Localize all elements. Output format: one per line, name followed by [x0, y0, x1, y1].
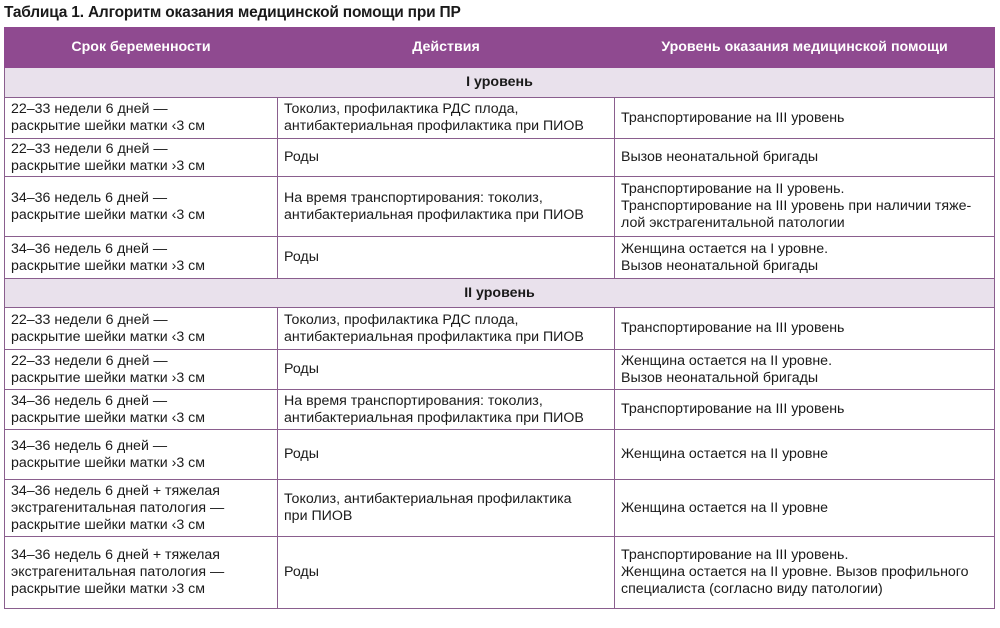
table-row — [5, 237, 995, 279]
table-row — [5, 98, 995, 139]
care-level-cell-line: Женщина остается на I уровне. — [621, 240, 829, 257]
term-cell-line: раскрытие шейки матки ›3 см — [11, 257, 206, 274]
care-level-cell — [615, 98, 995, 139]
action-cell-line: антибактериальная профилактика при ПИОВ — [284, 206, 584, 223]
term-cell-line: раскрытие шейки матки ›3 см — [11, 581, 206, 597]
care-level-cell-line: Транспортирование на III уровень — [621, 401, 845, 417]
table-row — [5, 430, 995, 480]
term-cell-line: 22–33 недели 6 дней — — [11, 352, 168, 369]
term-cell — [5, 350, 278, 390]
term-cell-line: 22–33 недели 6 дней — — [11, 101, 168, 117]
header-care-level-line: помощи — [890, 39, 948, 55]
term-cell — [5, 430, 278, 480]
care-level-cell-line: Женщина остается на II уровне — [621, 446, 829, 462]
action-cell-line: Токолиз, антибактериальная профилактика — [284, 491, 572, 507]
action-cell — [278, 390, 615, 430]
term-cell-line: 22–33 недели 6 дней — — [11, 311, 168, 328]
action-cell-line: Роды — [284, 446, 319, 462]
term-cell-line: 34–36 недель 6 дней + тяжелая — [11, 547, 220, 563]
header-term: Срок беременности — [5, 28, 278, 68]
term-cell-line: раскрытие шейки матки ›3 см — [11, 157, 206, 174]
table-row — [5, 390, 995, 430]
table-row — [5, 480, 995, 537]
care-level-cell — [615, 177, 995, 237]
action-cell — [278, 177, 615, 237]
term-cell — [5, 308, 278, 350]
care-level-cell-line: Женщина остается на II уровне — [621, 499, 829, 516]
term-cell — [5, 139, 278, 177]
care-level-cell — [615, 308, 995, 350]
term-cell-line: 34–36 недель 6 дней — — [11, 392, 168, 409]
care-level-cell — [615, 537, 995, 609]
term-cell — [5, 237, 278, 279]
term-cell-line: 34–36 недель 6 дней + тяжелая — [11, 482, 220, 499]
action-cell — [278, 350, 615, 390]
action-cell-line: Роды — [284, 249, 319, 265]
care-level-cell — [615, 430, 995, 480]
care-level-cell-line: Транспортирование на III уровень — [621, 320, 845, 336]
term-cell-line: раскрытие шейки матки ‹3 см — [11, 409, 206, 426]
care-level-cell-line: Женщина остается на II уровне. — [621, 352, 833, 369]
action-cell — [278, 537, 615, 609]
action-cell-line: Роды — [284, 361, 319, 377]
term-cell — [5, 390, 278, 430]
action-cell-line: Роды — [284, 564, 319, 580]
term-cell-line: раскрытие шейки матки ‹3 см — [11, 516, 206, 533]
table-row — [5, 177, 995, 237]
term-cell-line: экстрагенитальная патология — — [11, 499, 225, 516]
action-cell-line: На время транспортирования: токолиз, — [284, 189, 543, 206]
action-cell-line: Токолиз, профилактика РДС плода, — [284, 101, 519, 117]
care-level-cell-line: Вызов неонатальной бригады — [621, 257, 819, 274]
action-cell — [278, 308, 615, 350]
term-cell-line: 34–36 недель 6 дней — — [11, 240, 168, 257]
term-cell-line: раскрытие шейки матки ‹3 см — [11, 206, 206, 223]
action-cell — [278, 98, 615, 139]
action-cell-line: Роды — [284, 149, 319, 165]
table-row — [5, 350, 995, 390]
action-cell-line: Токолиз, профилактика РДС плода, — [284, 311, 519, 328]
term-cell — [5, 480, 278, 537]
action-cell — [278, 139, 615, 177]
term-cell-line: 22–33 недели 6 дней — — [11, 140, 168, 157]
table-row — [5, 537, 995, 609]
term-cell-line: экстрагенитальная патология — — [11, 564, 225, 580]
level-section-row — [5, 68, 995, 98]
header-care-level-line: Уровень оказания медицинской — [661, 39, 888, 55]
term-cell — [5, 177, 278, 237]
care-level-cell — [615, 480, 995, 537]
care-level-cell-line: Транспортирование на III уровень. — [621, 547, 849, 563]
action-cell — [278, 430, 615, 480]
term-cell-line: раскрытие шейки матки ›3 см — [11, 454, 206, 471]
care-level-cell — [615, 390, 995, 430]
term-cell-line: 34–36 недель 6 дней — — [11, 437, 168, 454]
term-cell-line: 34–36 недель 6 дней — — [11, 189, 168, 206]
care-level-cell — [615, 350, 995, 390]
header-row — [5, 28, 995, 68]
header-care-level — [615, 28, 995, 68]
level-section-label: II уровень — [5, 279, 995, 308]
action-cell — [278, 237, 615, 279]
term-cell-line: раскрытие шейки матки ‹3 см — [11, 328, 206, 345]
action-cell-line: антибактериальная профилактика при ПИОВ — [284, 409, 584, 426]
action-cell-line: антибактериальная профилактика при ПИОВ — [284, 118, 584, 134]
action-cell-line: На время транспортирования: токолиз, — [284, 392, 543, 409]
action-cell — [278, 480, 615, 537]
care-level-cell — [615, 139, 995, 177]
term-cell — [5, 537, 278, 609]
level-section-label: I уровень — [5, 68, 995, 98]
table-row — [5, 139, 995, 177]
table-title: Таблица 1. Алгоритм оказания медицинской помощи при ПР — [4, 4, 461, 21]
care-level-cell — [615, 237, 995, 279]
level-section-row — [5, 279, 995, 308]
care-algorithm-table — [4, 27, 995, 609]
care-level-cell-line: Транспортирование на III уровень — [621, 109, 845, 126]
header-actions: Действия — [278, 28, 615, 68]
care-level-cell-line: Вызов неонатальной бригады — [621, 369, 819, 386]
action-cell-line: антибактериальная профилактика при ПИОВ — [284, 328, 584, 345]
care-level-cell-line: Вызов неонатальной бригады — [621, 149, 819, 165]
care-level-cell-line: Женщина остается на II уровне. Вызов профильного — [621, 564, 969, 580]
care-level-cell-line: Транспортирование на III уровень при наличии тяже- — [621, 198, 972, 214]
care-level-cell-line: специалиста (согласно виду патологии) — [621, 581, 883, 597]
term-cell-line: раскрытие шейки матки ‹3 см — [11, 118, 206, 134]
term-cell — [5, 98, 278, 139]
term-cell-line: раскрытие шейки матки ›3 см — [11, 369, 206, 386]
care-level-cell-line: лой экстрагенитальной патологии — [621, 215, 845, 231]
action-cell-line: при ПИОВ — [284, 508, 353, 524]
table-row — [5, 308, 995, 350]
care-level-cell-line: Транспортирование на II уровень. — [621, 181, 845, 197]
